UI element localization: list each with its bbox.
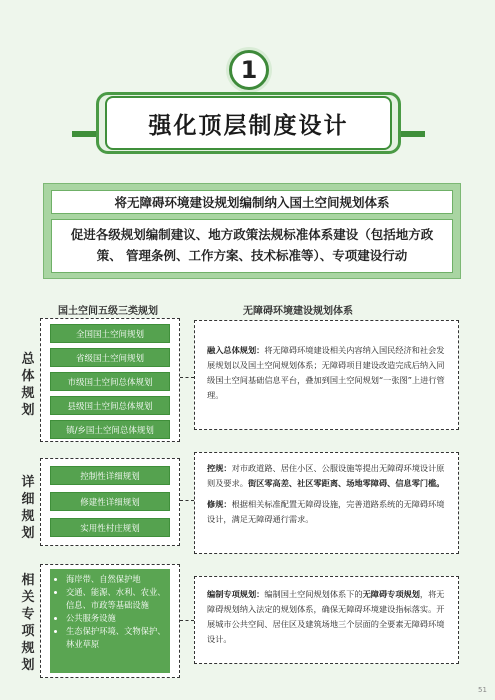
- section-number-badge: [229, 50, 269, 90]
- left-column-header: 国土空间五级三类规划: [58, 306, 158, 317]
- detailed-item-control: 控制性详细规划: [50, 466, 170, 485]
- detailed-connector: [180, 500, 194, 501]
- special-desc-text2: ，将无障碍规划纳入法定的规划体系，确保无障碍环境建设指标落实。开展城市公共空间、居住区及建筑场地三个层面的全要素无障碍环境设计。: [207, 589, 445, 644]
- title-bar-right: [401, 131, 425, 137]
- special-description: [194, 576, 459, 664]
- special-item: • 生态保护环境、文物保护、林业草原: [66, 625, 166, 651]
- special-items-list: [50, 569, 170, 673]
- page-title: 强化顶层制度设计: [105, 96, 392, 150]
- right-column-header: 无障碍环境建设规划体系: [243, 306, 353, 317]
- overall-item-provincial: 省级国土空间规划: [50, 348, 170, 367]
- construction-text: 根据相关标准配置无障碍设施，完善道路系统的无障碍环境设计，满足无障碍通行需求。: [207, 499, 445, 524]
- detailed-item-village: 实用性村庄规划: [50, 518, 170, 537]
- overall-item-county: 县级国土空间总体规划: [50, 396, 170, 415]
- overall-desc-text: 将无障碍环境建设相关内容纳入国民经济和社会发展规划以及国土空间规划体系；无障碍项目建设改造完成后纳入同级国土空间基础信息平台，叠加到国土空间规划“一张图”上进行管理。: [207, 345, 445, 400]
- title-bar-left: [72, 131, 96, 137]
- summary-line1: 将无障碍环境建设规划编制纳入国土空间规划体系: [51, 190, 453, 214]
- control-emphasis: 街区零高差、社区零距离、场地零障碍、信息零门槛。: [247, 478, 445, 488]
- overall-connector: [180, 377, 194, 378]
- special-plan-label: 相关专项规划: [21, 573, 35, 673]
- detailed-desc-control: [207, 461, 446, 491]
- overall-description: [194, 320, 459, 430]
- overall-item-national: 全国国土空间规划: [50, 324, 170, 343]
- special-desc-emphasis: 无障碍专项规划: [362, 589, 420, 599]
- special-connector: [180, 620, 194, 621]
- special-item: • 公共服务设施: [66, 612, 166, 625]
- overall-item-city: 市级国土空间总体规划: [50, 372, 170, 391]
- control-heading: 控规：: [207, 463, 232, 473]
- section-number: 1: [240, 56, 258, 84]
- page-number: 51: [478, 686, 487, 694]
- special-item: • 交通、能源、水利、农业、信息、市政等基础设施: [66, 586, 166, 612]
- detailed-plan-label: 详细规划: [21, 475, 35, 541]
- overall-item-town: 镇/乡国土空间总体规划: [50, 420, 170, 439]
- overall-plan-label: 总体规划: [21, 352, 35, 418]
- detailed-description: [194, 452, 459, 554]
- summary-line2: 促进各级规划编制建议、地方政策法规标准体系建设（包括地方政策、 管理条例、工作方案、技术标准等）、专项建设行动: [51, 219, 453, 273]
- detailed-desc-construction: [207, 497, 446, 527]
- construction-heading: 修规：: [207, 499, 232, 509]
- control-text: 对市政道路、居住小区、公服设施等提出无障碍环境设计原则及要求。: [207, 463, 445, 488]
- special-desc-heading: 编制专项规划：: [207, 589, 265, 599]
- special-desc-text1: 编制国土空间规划体系下的: [264, 589, 363, 599]
- detailed-item-construction: 修建性详细规划: [50, 492, 170, 511]
- special-item: • 海岸带、自然保护地: [66, 573, 166, 586]
- overall-desc-heading: 融入总体规划：: [207, 345, 265, 355]
